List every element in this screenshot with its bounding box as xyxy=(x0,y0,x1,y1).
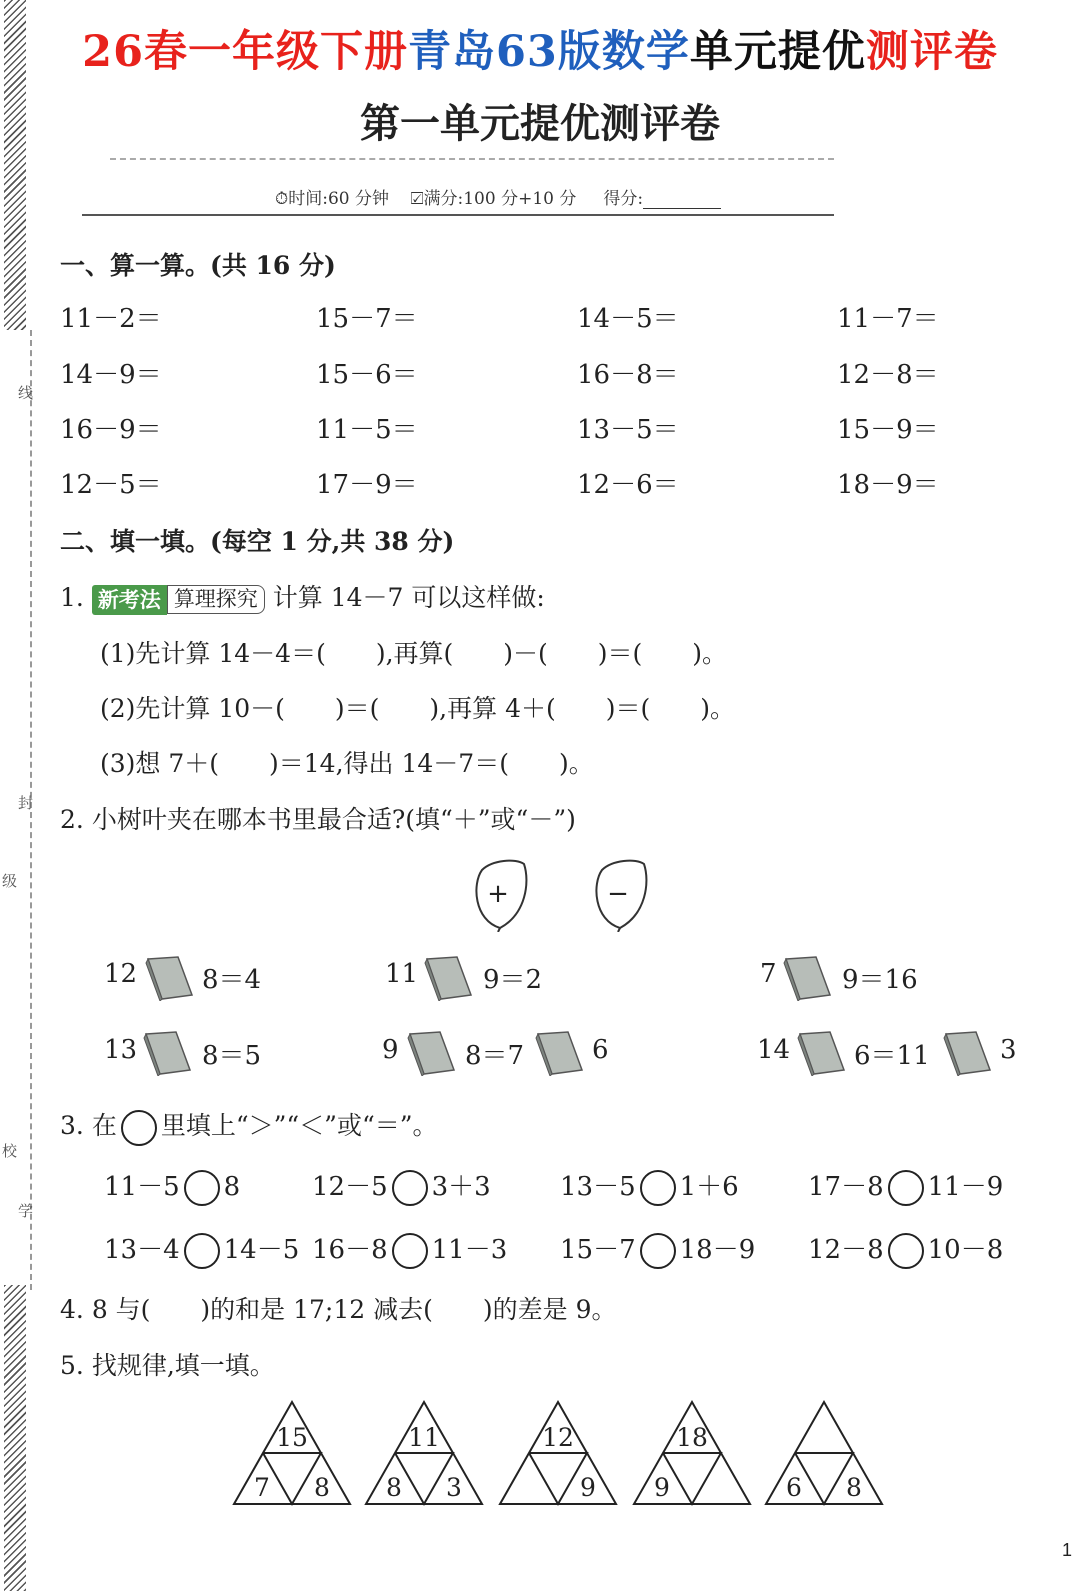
compare-circle[interactable] xyxy=(392,1233,428,1269)
compare-item xyxy=(104,1229,299,1269)
triangle-right-value: 9 xyxy=(580,1473,596,1502)
triangle-left-value: 8 xyxy=(386,1473,402,1502)
calc-item[interactable]: 11－5＝ xyxy=(316,415,418,445)
triangle-left-value: 7 xyxy=(254,1473,270,1502)
calc-item[interactable]: 15－9＝ xyxy=(837,415,939,445)
q5-number: 5. xyxy=(60,1351,84,1380)
triangle-top-value: 11 xyxy=(408,1423,440,1452)
leaf-plus-label: + xyxy=(487,879,509,909)
compare-right: 18－9 xyxy=(679,1235,756,1265)
calc-item[interactable]: 11－7＝ xyxy=(837,304,939,334)
compare-item xyxy=(312,1166,491,1206)
number-triangle[interactable] xyxy=(364,1400,484,1508)
compare-circle[interactable] xyxy=(888,1233,924,1269)
side-label-study: 学 xyxy=(18,1202,34,1220)
header-dashed-rule xyxy=(110,158,834,160)
q1-line xyxy=(60,578,545,615)
compare-item xyxy=(104,1166,240,1206)
q3-text-post: 里填上“＞”“＜”或“＝”。 xyxy=(160,1111,438,1140)
full-score: 满分:100 分+10 分 xyxy=(423,189,577,209)
calc-item[interactable]: 16－9＝ xyxy=(60,415,162,445)
leaf-minus-label: − xyxy=(607,879,629,909)
side-label-school: 校 xyxy=(2,1142,18,1160)
compare-circle[interactable] xyxy=(640,1233,676,1269)
side-label-class: 级 xyxy=(2,872,18,890)
calc-item[interactable]: 14－9＝ xyxy=(60,360,162,390)
calc-item[interactable]: 18－9＝ xyxy=(837,470,939,500)
book-icon[interactable] xyxy=(142,1030,188,1072)
compare-circle[interactable] xyxy=(640,1170,676,1206)
time-limit: 时间:60 分钟 xyxy=(288,189,390,209)
calc-item[interactable]: 11－2＝ xyxy=(60,304,162,334)
book-eq-left: 13 xyxy=(104,1035,138,1065)
book-eq-right: 6 xyxy=(592,1035,609,1065)
leaf-minus-icon xyxy=(590,858,650,932)
compare-circle[interactable] xyxy=(392,1170,428,1206)
compare-right: 11－3 xyxy=(431,1235,508,1265)
number-triangle[interactable] xyxy=(764,1400,884,1508)
calc-item[interactable]: 16－8＝ xyxy=(577,360,679,390)
book-icon[interactable] xyxy=(942,1030,988,1072)
q1-number: 1. xyxy=(60,583,84,612)
triangle-right-value: 3 xyxy=(446,1473,462,1502)
book-eq-right: 9＝16 xyxy=(842,965,918,995)
compare-right: 11－9 xyxy=(927,1172,1004,1202)
q2-line xyxy=(60,800,576,836)
calc-item[interactable]: 12－8＝ xyxy=(837,360,939,390)
binding-margin xyxy=(0,0,36,1591)
triangle-left-value: 9 xyxy=(654,1473,670,1502)
book-eq-mid: 6＝11 xyxy=(854,1041,930,1071)
compare-item xyxy=(560,1229,755,1269)
compare-right: 10－8 xyxy=(927,1235,1004,1265)
compare-left: 17－8 xyxy=(808,1172,884,1202)
book-eq-mid: 8＝5 xyxy=(202,1041,262,1071)
q1-step-3[interactable]: (3)想 7＋( )＝14,得出 14－7＝( )。 xyxy=(100,749,594,778)
compare-left: 13－5 xyxy=(560,1172,636,1202)
triangle-left-value: 6 xyxy=(786,1473,802,1502)
section1-heading: 一、算一算。(共 16 分) xyxy=(60,251,336,280)
calc-item[interactable]: 13－5＝ xyxy=(577,415,679,445)
side-label-line: 线 xyxy=(18,384,34,402)
compare-left: 15－7 xyxy=(560,1235,636,1265)
book-eq-right: 8＝4 xyxy=(202,965,262,995)
topic-tag: 算理探究 xyxy=(167,585,265,614)
banner-part-3: 单元提优 xyxy=(689,27,866,77)
number-triangle[interactable] xyxy=(632,1400,752,1508)
banner-title xyxy=(0,18,1080,79)
triangle-top-value: 12 xyxy=(542,1423,574,1452)
calc-item[interactable]: 14－5＝ xyxy=(577,304,679,334)
hatch-pattern-bottom xyxy=(4,1285,26,1591)
q4-text[interactable]: 8 与( )的和是 17;12 减去( )的差是 9。 xyxy=(91,1295,617,1324)
book-icon[interactable] xyxy=(406,1030,452,1072)
side-label-seal: 封 xyxy=(18,794,34,812)
banner-part-2: 青岛63版数学 xyxy=(408,27,690,77)
calc-item[interactable]: 15－7＝ xyxy=(316,304,418,334)
compare-left: 12－8 xyxy=(808,1235,884,1265)
compare-circle[interactable] xyxy=(888,1170,924,1206)
compare-right: 14－5 xyxy=(223,1235,300,1265)
banner-part-1: 26春一年级下册 xyxy=(82,27,408,77)
book-eq-mid: 8＝7 xyxy=(465,1041,525,1071)
compare-item xyxy=(312,1229,507,1269)
triangle-top-value: 18 xyxy=(676,1423,708,1452)
q2-number: 2. xyxy=(60,805,84,834)
compare-circle-icon xyxy=(121,1110,157,1146)
leaf-plus-icon xyxy=(470,858,530,932)
triangle-right-value: 8 xyxy=(314,1473,330,1502)
check-circle-icon: ☑ xyxy=(410,189,424,209)
book-icon[interactable] xyxy=(782,955,828,997)
compare-left: 11－5 xyxy=(104,1172,180,1202)
calc-item[interactable]: 15－6＝ xyxy=(316,360,418,390)
compare-right: 3＋3 xyxy=(431,1172,491,1202)
page-number: 1 xyxy=(1061,1540,1072,1560)
score-blank[interactable] xyxy=(643,192,721,209)
q3-number: 3. xyxy=(60,1111,84,1140)
book-eq-left: 12 xyxy=(104,959,138,989)
calc-item[interactable]: 17－9＝ xyxy=(316,470,418,500)
book-eq-right: 3 xyxy=(1000,1035,1017,1065)
q1-step-1[interactable]: (1)先计算 14－4＝( ),再算( )－( )＝( )。 xyxy=(100,639,728,668)
q3-line xyxy=(60,1106,438,1146)
book-eq-left: 9 xyxy=(382,1035,399,1065)
compare-item xyxy=(808,1229,1003,1269)
book-eq-right: 9＝2 xyxy=(483,965,543,995)
compare-left: 12－5 xyxy=(312,1172,388,1202)
compare-item xyxy=(808,1166,1003,1206)
calc-item[interactable]: 12－5＝ xyxy=(60,470,162,500)
q4-number: 4. xyxy=(60,1295,84,1324)
book-icon[interactable] xyxy=(796,1030,842,1072)
triangle-right-value: 8 xyxy=(846,1473,862,1502)
book-icon[interactable] xyxy=(423,955,469,997)
q1-step-2[interactable]: (2)先计算 10－( )＝( ),再算 4＋( )＝( )。 xyxy=(100,694,735,723)
compare-left: 13－4 xyxy=(104,1235,180,1265)
triangle-top-value: 15 xyxy=(276,1423,308,1452)
book-eq-left: 7 xyxy=(760,959,777,989)
book-eq-left: 11 xyxy=(385,959,419,989)
book-eq-left: 14 xyxy=(757,1035,791,1065)
q2-text: 小树叶夹在哪本书里最合适?(填“＋”或“－”) xyxy=(91,805,576,834)
book-icon[interactable] xyxy=(144,955,190,997)
new-method-tag: 新考法 xyxy=(92,585,167,615)
q1-text: 计算 14－7 可以这样做: xyxy=(272,583,545,612)
compare-circle[interactable] xyxy=(184,1170,220,1206)
exam-meta xyxy=(275,184,721,209)
q3-text-pre: 在 xyxy=(91,1111,117,1140)
unit-title: 第一单元提优测评卷 xyxy=(360,100,720,147)
compare-right: 1＋6 xyxy=(679,1172,739,1202)
number-triangle[interactable] xyxy=(232,1400,352,1508)
score-label: 得分: xyxy=(603,189,644,209)
clock-icon: ⏱ xyxy=(275,189,289,209)
number-triangle[interactable] xyxy=(498,1400,618,1508)
compare-item xyxy=(560,1166,739,1206)
section2-heading: 二、填一填。(每空 1 分,共 38 分) xyxy=(60,527,455,556)
compare-right: 8 xyxy=(223,1172,241,1202)
banner-part-4: 测评卷 xyxy=(865,27,998,77)
header-rule xyxy=(82,214,834,216)
q5-line xyxy=(60,1346,275,1382)
q5-text: 找规律,填一填。 xyxy=(91,1351,275,1380)
compare-left: 16－8 xyxy=(312,1235,388,1265)
book-icon[interactable] xyxy=(534,1030,580,1072)
compare-circle[interactable] xyxy=(184,1233,220,1269)
q4-line xyxy=(60,1290,616,1326)
calc-item[interactable]: 12－6＝ xyxy=(577,470,679,500)
